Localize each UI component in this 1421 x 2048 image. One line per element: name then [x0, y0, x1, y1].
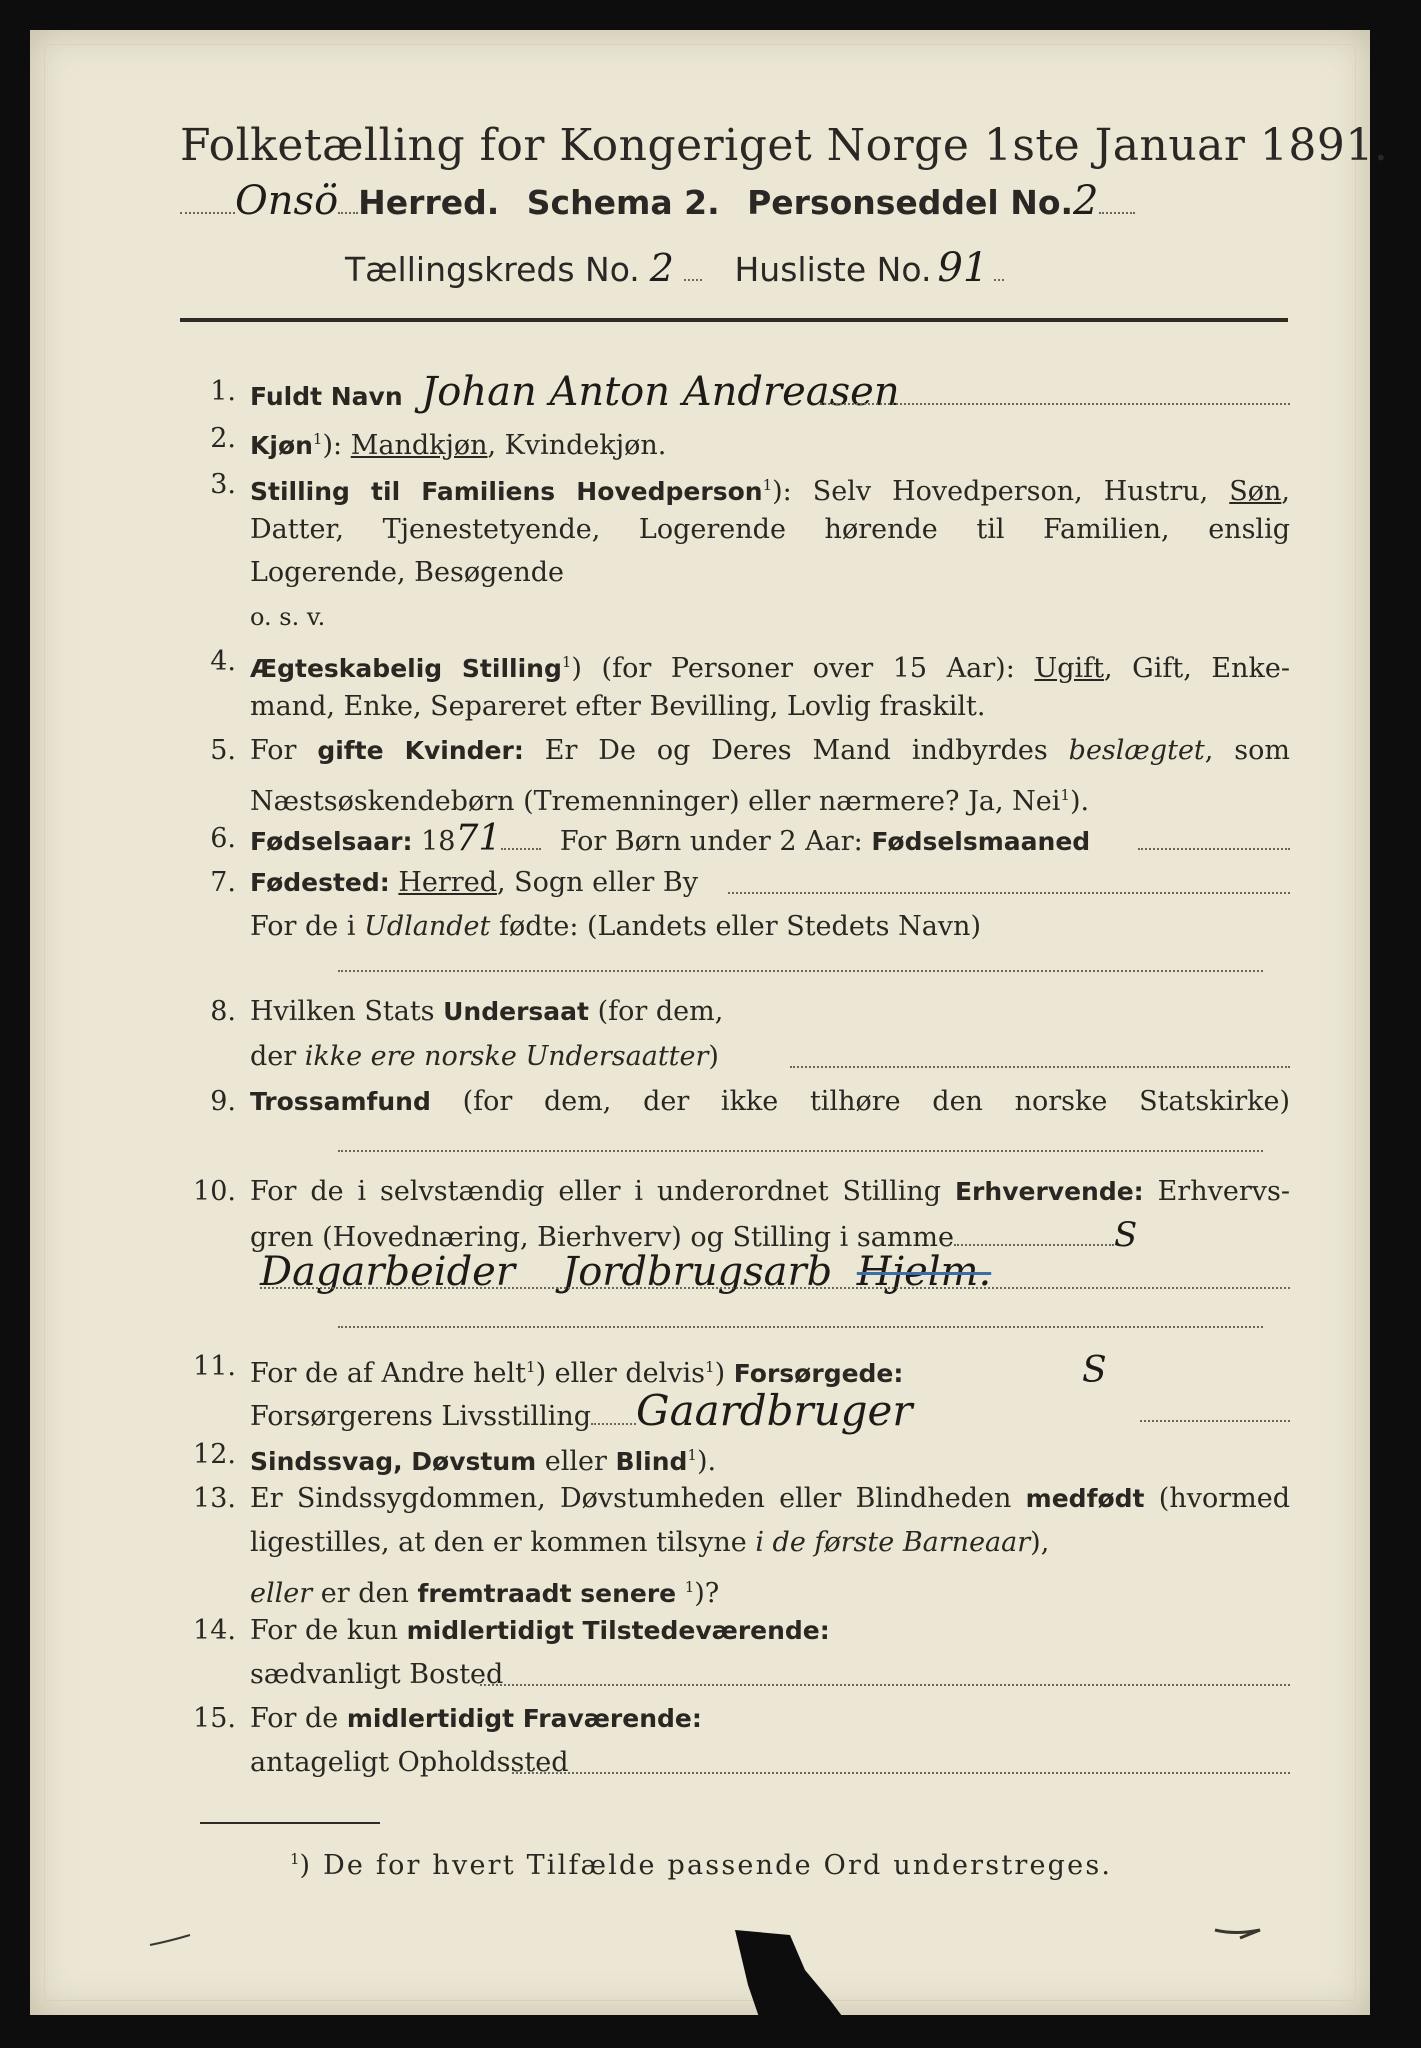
options-text: , Gift, Enke-: [1103, 653, 1290, 684]
label-midlertidigt-fravaerende: midlertidigt Fraværende:: [346, 1704, 702, 1733]
question-text: For de: [250, 1703, 339, 1734]
herred-value: Onsö: [235, 178, 339, 224]
label-fuldt-navn: Fuldt Navn: [250, 382, 403, 411]
item-number: 15.: [193, 1703, 236, 1734]
options-text: o. s. v.: [250, 603, 326, 631]
husliste-value: 91: [937, 245, 989, 291]
ink-blot: [735, 1930, 845, 2020]
question-text: Erhvervs-: [1157, 1176, 1290, 1207]
question-text: (for dem, der ikke tilhøre den norske Statskirke): [462, 1086, 1290, 1117]
option-mandkjon-selected: Mandkjøn: [350, 430, 488, 461]
label-gifte-kvinder: gifte Kvinder:: [317, 736, 524, 765]
question-text: Hvilken Stats: [250, 996, 435, 1027]
item-number: 11.: [193, 1351, 236, 1382]
question-emphasis: i de første Barneaar: [755, 1527, 1031, 1558]
question-text: Er De og Deres Mand indbyrdes: [544, 735, 1048, 766]
options-text: , Sogn eller By: [496, 867, 698, 898]
footnote-ref: 1: [561, 653, 572, 671]
label-medfodt: medfødt: [1025, 1484, 1145, 1513]
answer-fuldt-navn: Johan Anton Andreasen: [421, 369, 900, 415]
label-undersaat: Undersaat: [443, 997, 589, 1026]
options-text: Datter, Tjenestetyende, Logerende hørende til Familien, enslig: [250, 514, 1290, 545]
kreds-value: 2: [649, 246, 674, 290]
item-number: 10.: [193, 1176, 236, 1207]
label-fodested: Fødested:: [250, 868, 390, 897]
label-fodselsaar: Fødselsaar:: [250, 827, 413, 856]
question-text: antageligt Opholdssted: [250, 1747, 569, 1778]
answer-mark: S: [1114, 1215, 1138, 1255]
item-number: 3.: [210, 469, 236, 500]
option-son-selected: Søn: [1229, 476, 1282, 507]
question-text: er den: [320, 1578, 409, 1609]
pen-mark: [150, 1935, 190, 1945]
colon-text: ):: [322, 430, 343, 461]
item-number: 4.: [210, 646, 236, 677]
label-forsorgede: Forsørgede:: [733, 1359, 904, 1388]
answer-fodselsaar: 71: [455, 818, 502, 859]
footnote-ref: 1: [705, 1358, 715, 1376]
pen-mark: [1215, 1930, 1260, 1938]
label-trossamfund: Trossamfund: [250, 1087, 431, 1116]
footnote-ref: 1: [526, 1358, 536, 1376]
question-text: (for dem,: [597, 996, 724, 1027]
question-text: gren (Hovednæring, Bierhverv) og Stilling i samme: [250, 1222, 955, 1253]
punctuation: ).: [696, 1446, 717, 1477]
personseddel-label: Personseddel No.: [747, 183, 1074, 222]
question-text: For: [250, 735, 297, 766]
option-kvindekjon: , Kvindekjøn.: [487, 430, 667, 461]
item-number: 14.: [193, 1615, 236, 1646]
question-text: fødte: (Landets eller Stedets Navn): [498, 911, 981, 942]
item-number: 1.: [210, 376, 236, 407]
options-text: ) (for Personer over 15 Aar):: [571, 653, 1015, 684]
label-stilling: Stilling til Familiens Hovedperson: [250, 477, 763, 506]
footnote-ref: 1: [687, 1446, 697, 1464]
question-emphasis: Udlandet: [364, 911, 491, 942]
footnote-ref: 1: [762, 476, 773, 494]
label-aegteskabelig: Ægteskabelig Stilling: [250, 654, 562, 683]
item-number: 6.: [210, 823, 236, 854]
answer-forsorger-livsstilling: Gaardbruger: [636, 1386, 913, 1435]
answer-mark: S: [1081, 1350, 1107, 1391]
label-blind: Blind: [615, 1447, 688, 1476]
label-erhvervende: Erhvervende:: [954, 1177, 1144, 1206]
question-text: For de i: [250, 911, 356, 942]
question-text: (hvormed: [1158, 1483, 1290, 1514]
footnote-ref: 1: [1060, 786, 1070, 804]
item-number: 5.: [210, 735, 236, 766]
question-text: For de kun: [250, 1615, 398, 1646]
options-text: ): Selv Hovedperson, Hustru,: [772, 476, 1209, 507]
label-sindssvag-dovstum: Sindssvag, Døvstum: [250, 1447, 537, 1476]
question-emphasis: eller: [250, 1578, 313, 1609]
schema-label: Schema 2.: [526, 183, 720, 222]
question-text: , som: [1204, 735, 1290, 766]
label-fodselsmaaned: Fødselsmaaned: [871, 827, 1091, 856]
label-fremtraadt-senere: fremtraadt senere: [417, 1579, 677, 1608]
options-text: Logerende, Besøgende: [250, 557, 564, 588]
kreds-label: Tællingskreds No.: [345, 250, 640, 289]
punctuation: ).: [1069, 786, 1090, 817]
question-text: For de i selvstændig eller i underordnet Stilling: [250, 1176, 942, 1207]
husliste-label: Husliste No.: [734, 250, 932, 289]
punctuation: )?: [694, 1578, 720, 1609]
question-text: For de af Andre helt: [250, 1358, 527, 1389]
question-text: Forsørgerens Livsstilling: [250, 1401, 592, 1432]
item-number: 2.: [210, 423, 236, 454]
item-number: 12.: [193, 1439, 236, 1470]
option-ugift-selected: Ugift: [1034, 653, 1104, 684]
option-herred-selected: Herred: [398, 867, 497, 898]
punctuation: ,: [1281, 476, 1290, 507]
question-text: ligestilles, at den er kommen tilsyne: [250, 1527, 747, 1558]
answer-erhverv-1: Dagarbeider: [260, 1249, 515, 1295]
item-number: 13.: [193, 1483, 236, 1514]
question-text: ),: [1030, 1527, 1050, 1558]
personseddel-value: 2: [1073, 178, 1099, 224]
label-midlertidigt-tilstedevaerende: midlertidigt Tilstedeværende:: [406, 1616, 830, 1645]
question-text: For Børn under 2 Aar:: [559, 826, 863, 857]
answer-erhverv-2: Jordbrugsarb: [562, 1249, 833, 1295]
label-kjon: Kjøn: [250, 431, 313, 460]
question-text: Næstsøskendebørn (Tremenninger) eller nærmere? Ja, Nei: [250, 786, 1061, 817]
question-text: ) eller delvis: [535, 1358, 706, 1389]
form-title: Folketælling for Kongeriget Norge 1ste Januar 1891.: [180, 120, 1389, 171]
question-text: der: [250, 1041, 297, 1072]
item-number: 8.: [210, 996, 236, 1027]
question-text: ): [708, 1041, 719, 1072]
footnote-ref: 1: [684, 1578, 695, 1596]
year-prefix: 18: [421, 826, 456, 857]
question-emphasis: ikke ere norske Undersaatter: [304, 1041, 709, 1072]
question-emphasis: beslægtet: [1068, 735, 1205, 766]
footnote-ref: 1: [312, 430, 323, 448]
item-number: 9.: [210, 1086, 236, 1117]
question-text: ): [714, 1358, 726, 1389]
question-text: sædvanligt Bosted: [250, 1659, 504, 1690]
item-number: 7.: [210, 867, 236, 898]
question-text: Er Sindssygdommen, Døvstumheden eller Blindheden: [250, 1483, 1012, 1514]
footnote-text: ) De for hvert Tilfælde passende Ord understreges.: [299, 1850, 1113, 1881]
question-text: eller: [544, 1446, 607, 1477]
herred-label: Herred.: [358, 183, 500, 222]
options-text: mand, Enke, Separeret efter Bevilling, Lovlig fraskilt.: [250, 691, 986, 722]
footnote-marker: 1: [290, 1850, 300, 1868]
answer-erhverv-struck: Hjelm.: [856, 1249, 992, 1295]
